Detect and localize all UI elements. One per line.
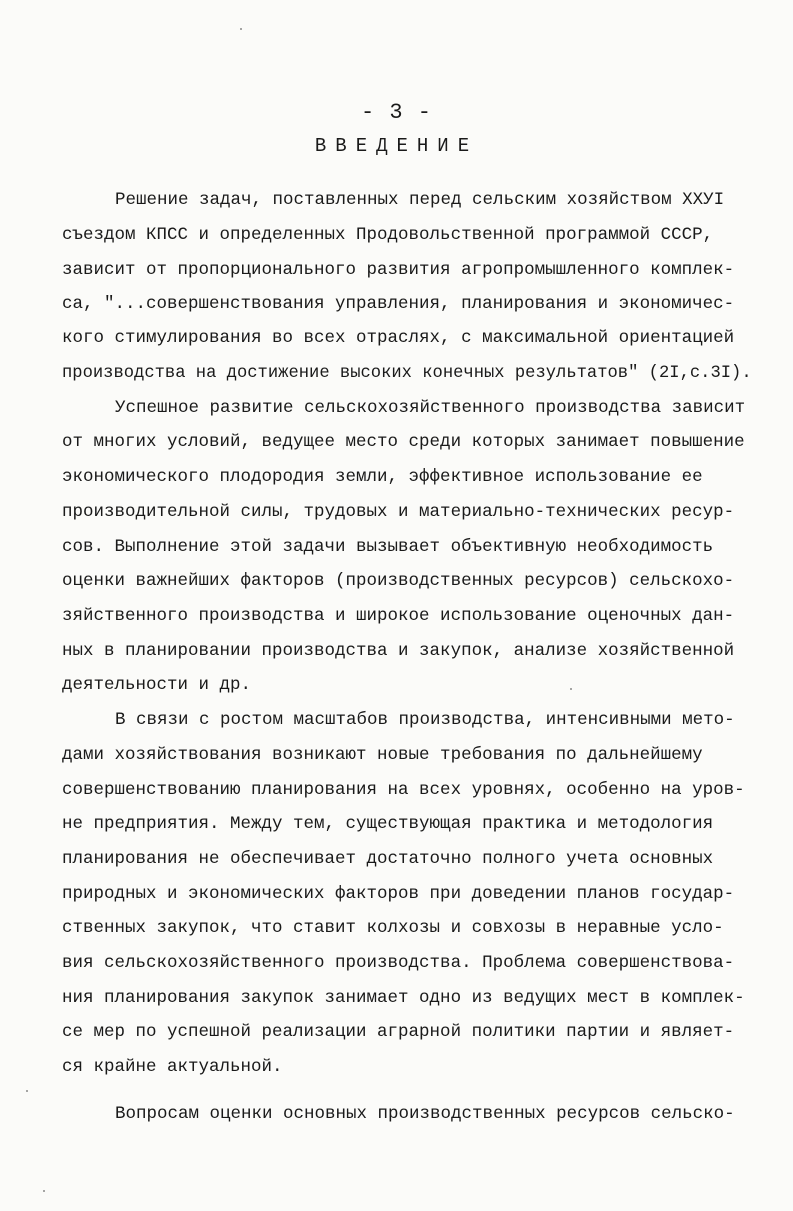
scan-speck [570,688,572,690]
text-line: деятельности и др. [62,675,252,695]
text-line: производительной силы, трудовых и материально-технических ресур- [62,502,735,522]
text-line: не предприятия. Между тем, существующая практика и методология [62,814,714,834]
scan-speck [240,28,242,30]
text-line: В связи с ростом масштабов производства, интенсивными мето- [115,710,735,730]
page-number: - 3 - [360,100,432,125]
text-line: съездом КПСС и определенных Продовольственной программой СССР, [62,225,714,245]
scan-speck [43,1190,45,1192]
text-line: Решение задач, поставленных перед сельским хозяйством ХХУI [115,190,725,210]
text-line: Вопросам оценки основных производственных ресурсов сельско- [115,1104,735,1124]
text-line: сов. Выполнение этой задачи вызывает объективную необходимость [62,537,714,557]
text-line: са, "...совершенствования управления, планирования и экономичес- [62,294,735,314]
text-line: экономического плодородия земли, эффективное использование ее [62,467,703,487]
text-line: вия сельскохозяйственного производства. Проблема совершенствова- [62,953,735,973]
text-line: оценки важнейших факторов (производственных ресурсов) сельскохо- [62,571,735,591]
text-line: Успешное развитие сельскохозяйственного производства зависит [115,398,746,418]
text-line: ственных закупок, что ставит колхозы и совхозы в неравные усло- [62,918,724,938]
text-line: ных в планировании производства и закупок, анализе хозяйственной [62,641,735,661]
text-line: от многих условий, ведущее место среди которых занимает повышение [62,432,745,452]
text-line: зяйственного производства и широкое использование оценочных дан- [62,606,735,626]
text-line: дами хозяйствования возникают новые требования по дальнейшему [62,745,703,765]
scan-speck [26,1090,28,1092]
text-line: природных и экономических факторов при доведении планов государ- [62,884,735,904]
text-line: ния планирования закупок занимает одно из ведущих мест в комплек- [62,988,745,1008]
text-line: се мер по успешной реализации аграрной политики партии и являет- [62,1022,735,1042]
text-line: ся крайне актуальной. [62,1057,283,1077]
text-line: производства на достижение высоких конечных результатов" (2I,с.3I). [62,363,752,383]
text-line: зависит от пропорционального развития агропромышленного комплек- [62,260,735,280]
section-heading: ВВЕДЕНИЕ [314,135,479,157]
text-line: планирования не обеспечивает достаточно полного учета основных [62,849,714,869]
text-line: кого стимулирования во всех отраслях, с максимальной ориентацией [62,328,735,348]
text-line: совершенствованию планирования на всех уровнях, особенно на уров- [62,780,745,800]
